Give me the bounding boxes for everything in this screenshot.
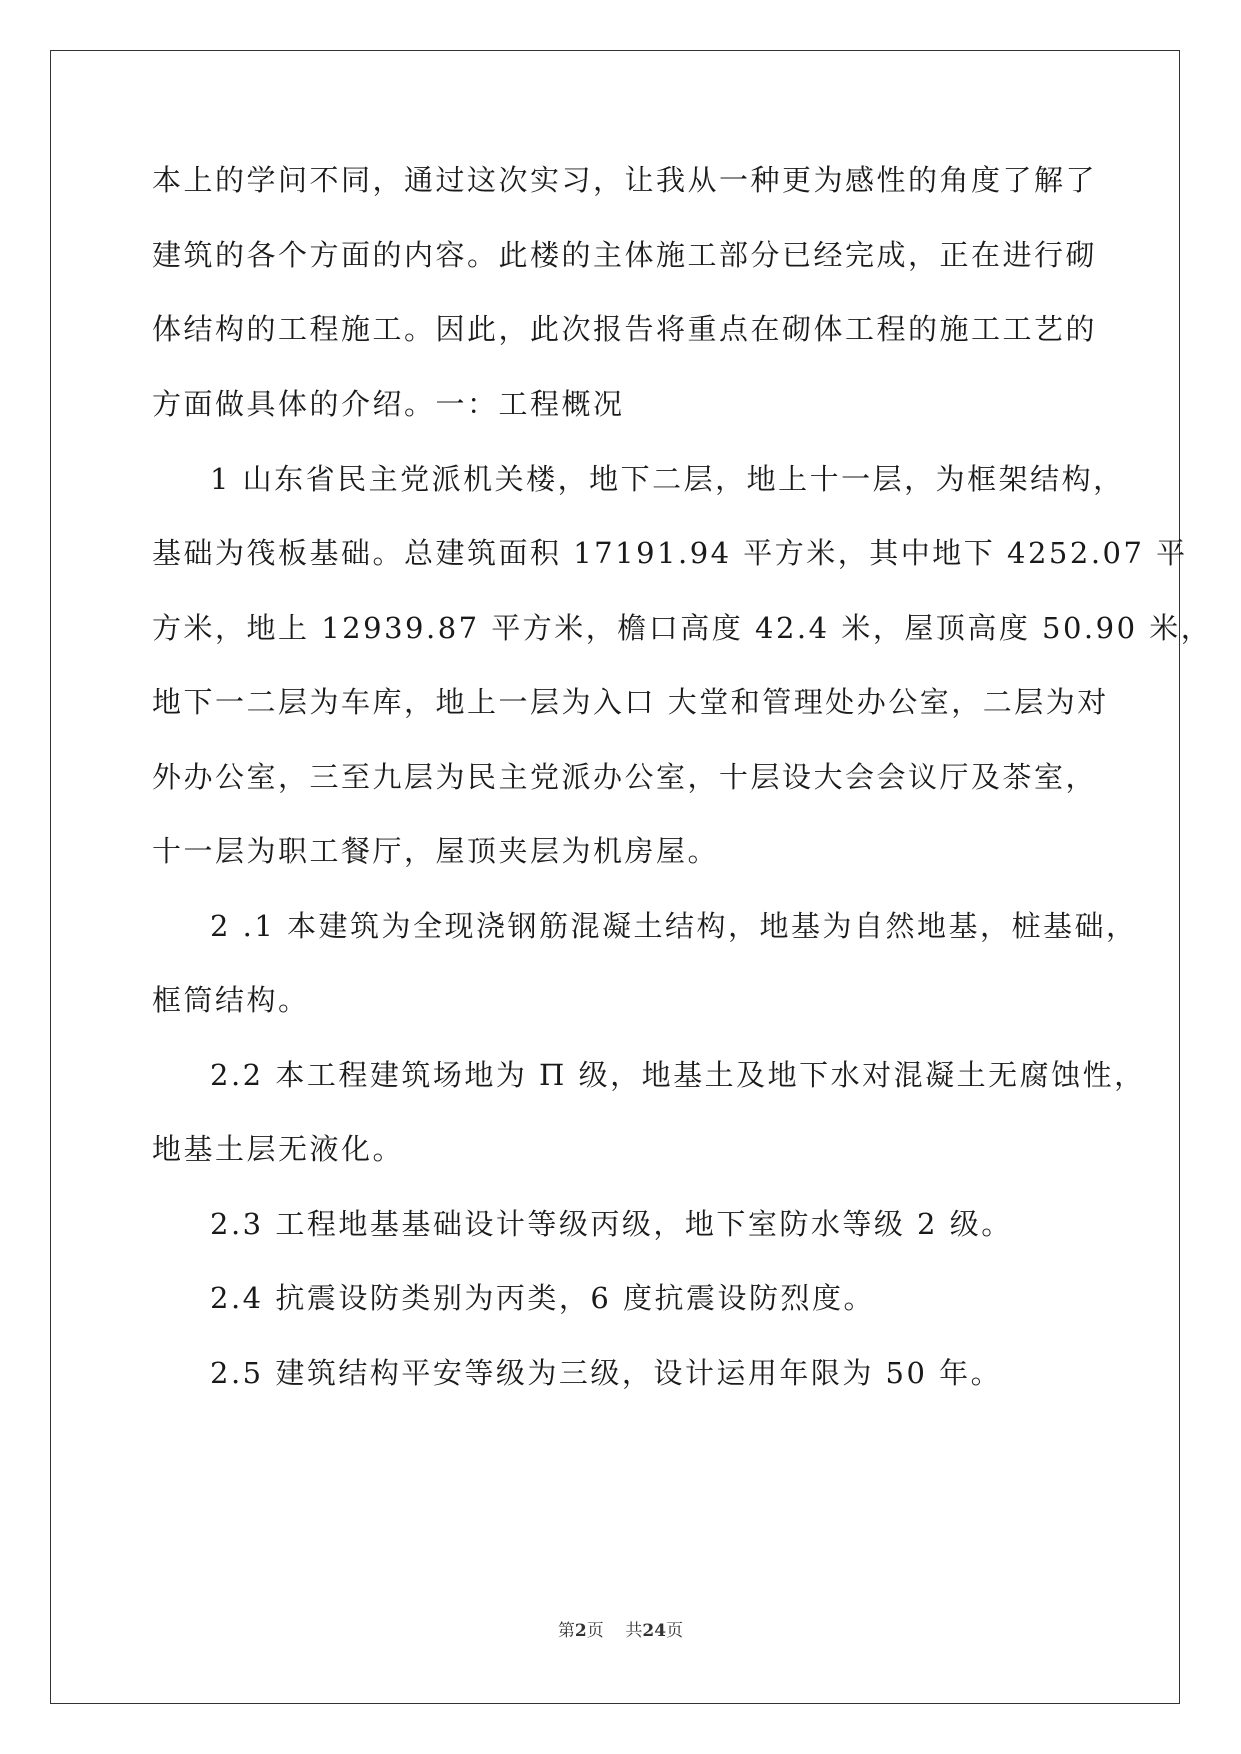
page-footer [0,1616,1241,1641]
page-current: 2 [574,1621,587,1641]
page-total: 24 [642,1621,667,1641]
text-line: 外办公室，三至九层为民主党派办公室，十层设大会会议厅及茶室， [152,760,1098,794]
paragraph-start-line: 2.4 抗震设防类别为丙类，6 度抗震设防烈度。 [210,1281,876,1315]
text-line: 体结构的工程施工。因此，此次报告将重点在砌体工程的施工工艺的 [152,312,1098,346]
paragraph-start-line: 2.2 本工程建筑场地为 Π 级，地基土及地下水对混凝土无腐蚀性， [210,1058,1146,1092]
text-line: 建筑的各个方面的内容。此楼的主体施工部分已经完成，正在进行砌 [152,238,1098,272]
paragraph-start-line: 2.5 建筑结构平安等级为三级，设计运用年限为 50 年。 [210,1356,1003,1390]
text-line: 方米，地上 12939.87 平方米，檐口高度 42.4 米，屋顶高度 50.90 米， [152,611,1213,645]
paragraph-start-line: 1 山东省民主党派机关楼，地下二层，地上十一层，为框架结构， [210,462,1125,496]
total-prefix: 共 [625,1621,643,1641]
text-line: 地基土层无液化。 [152,1132,405,1166]
text-line: 基础为筏板基础。总建筑面积 17191.94 平方米，其中地下 4252.07 平 [152,536,1188,570]
paragraph-start-line: 2.3 工程地基基础设计等级丙级，地下室防水等级 2 级。 [210,1207,1013,1241]
section-heading-line: 方面做具体的介绍。一：工程概况 [152,387,625,421]
page-unit: 页 [586,1621,604,1641]
page-prefix: 第 [557,1621,575,1641]
total-unit: 页 [666,1621,684,1641]
page-border [50,50,1180,1704]
paragraph-start-line: 2 .1 本建筑为全现浇钢筋混凝土结构，地基为自然地基，桩基础， [210,909,1138,943]
text-line: 框筒结构。 [152,983,310,1017]
text-line: 本上的学问不同，通过这次实习，让我从一种更为感性的角度了解了 [152,163,1098,197]
text-line: 十一层为职工餐厅，屋顶夹层为机房屋。 [152,834,720,868]
text-line: 地下一二层为车库，地上一层为入口 大堂和管理处办公室，二层为对 [152,685,1109,719]
